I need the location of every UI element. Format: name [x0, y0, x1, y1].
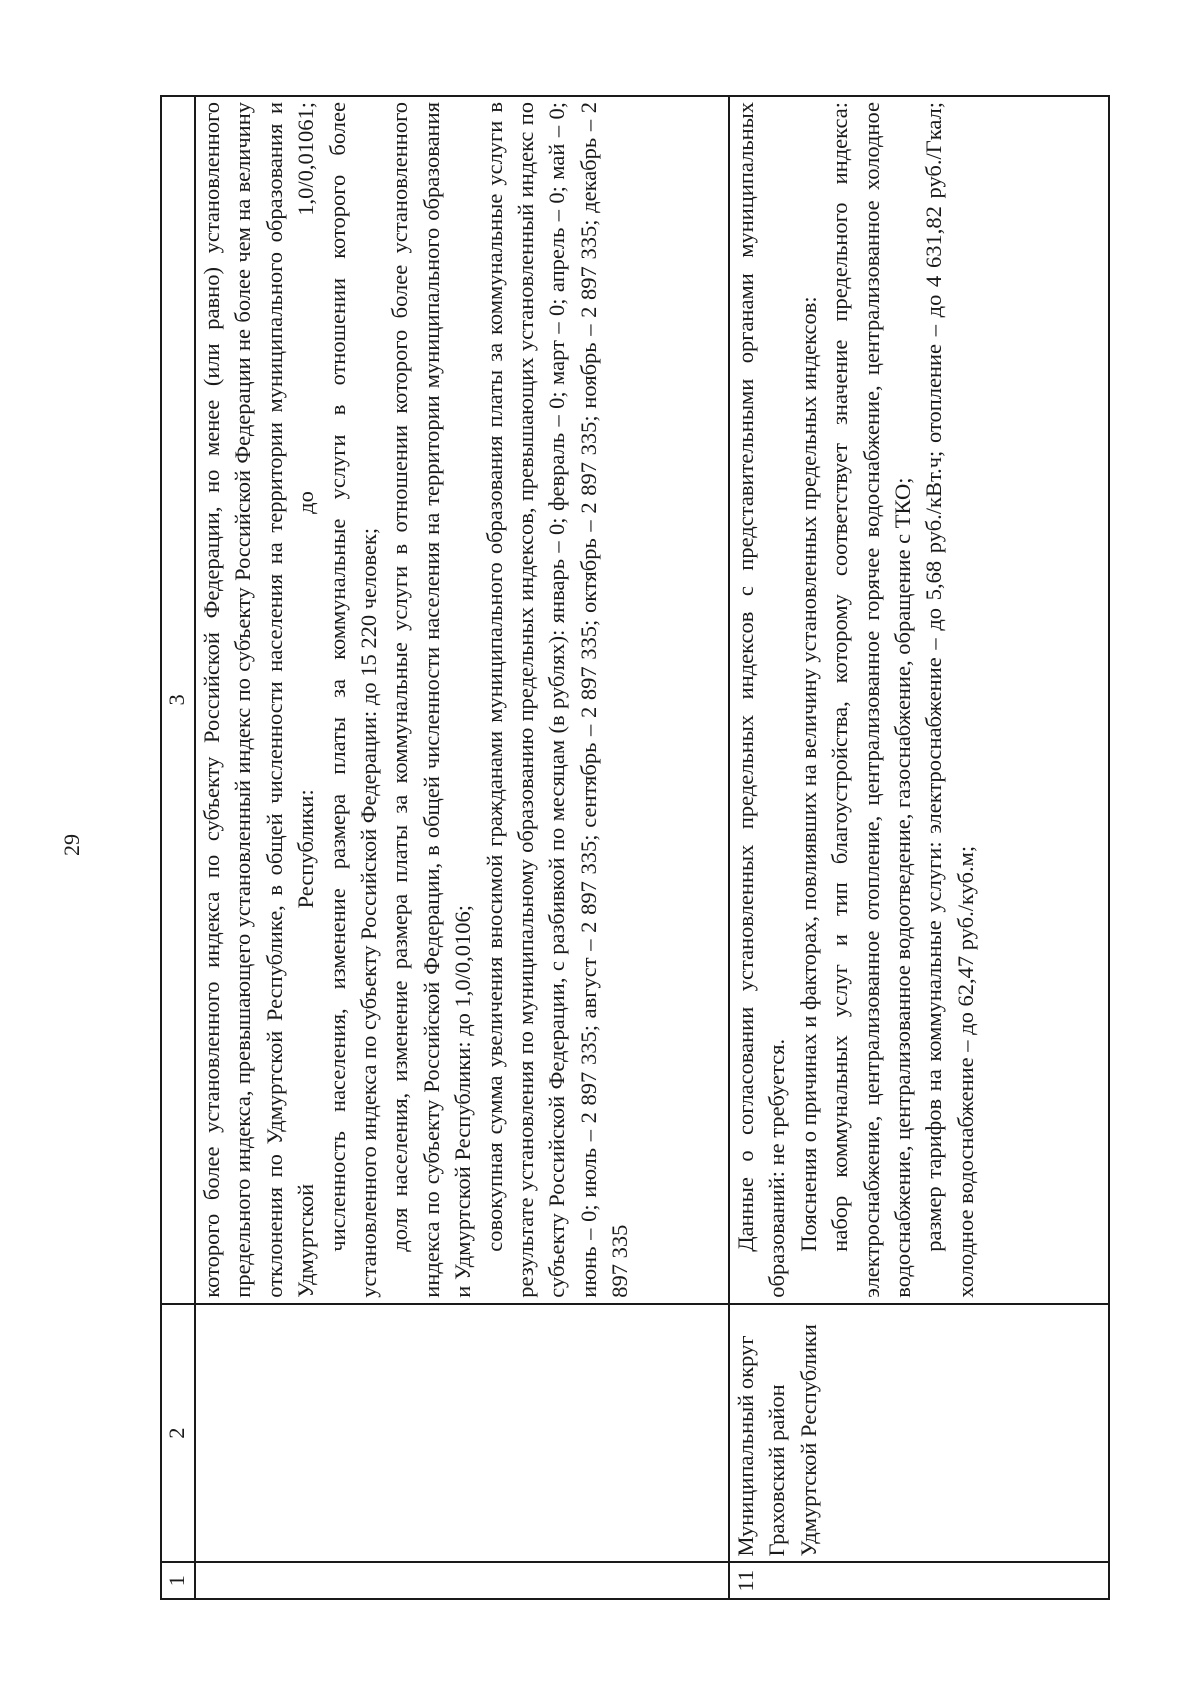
- row-number-cell: [195, 1562, 729, 1599]
- page-number: 29: [59, 834, 84, 856]
- municipality-cell: Муниципальный округ Граховский район Удмуртской Республики: [729, 1304, 1109, 1563]
- tariff-index-table: [160, 95, 1110, 1600]
- header-cell-1: 1: [161, 1562, 195, 1599]
- paragraph-service-set: набор коммунальных услуг и тип благоустройства, которому соответствует значение предельного индекса: электроснабжение, централизованное отопление, централизованное горячее водоснабжение, централизованное холодное водоснабжение, централизованное водоотведение, газоснабжение, обращение с ТКО;: [827, 102, 916, 1298]
- table-row-11: [729, 96, 1109, 1599]
- paragraph-population-count: численность населения, изменение размера платы за коммунальные услуги в отношении которого более установленного индекса по субъекту Российской Федерации: до 15 220 человек;: [324, 102, 382, 1298]
- table-header-row: [161, 96, 195, 1599]
- paragraph-tariffs: размер тарифов на коммунальные услуги: электроснабжение – до 5,68 руб./кВт.ч; отопление – до 4 631,82 руб./Гкал; холодное водоснабжение – до 62,47 руб./куб.м;: [921, 102, 978, 1298]
- paragraph-share-continued: которого более установленного индекса по субъекту Российской Федерации, но менее (или равно) установленного предельного индекса, превышающего установленный индекс по субъекту Российской Федерации не более чем на величину отклонения по Удмуртской Республике, в общей численности населения на территории муниципального образования и Удмуртской Республики: до 1,0/0,01061;: [199, 102, 319, 1298]
- description-cell: [195, 96, 729, 1304]
- rotated-page-content: [160, 95, 1110, 1600]
- header-cell-2: 2: [161, 1304, 195, 1563]
- paragraph-explanations: Пояснения о причинах и факторах, повлиявших на величину установленных предельных индексов:: [795, 296, 821, 1252]
- header-cell-3: 3: [161, 96, 195, 1304]
- municipality-cell: [195, 1304, 729, 1563]
- description-cell: [729, 96, 1109, 1304]
- paragraph-population-share: доля населения, изменение размера платы за коммунальные услуги в отношении которого более установленного индекса по субъекту Российской Федерации, в общей численности населения на территории муниципального образования и Удмуртской Республики: до 1,0/0,0106;: [387, 102, 476, 1298]
- table-row-continuation: [195, 96, 729, 1599]
- paragraph-monthly-sum: совокупная сумма увеличения вносимой гражданами муниципального образования платы за коммунальные услуги в результате установления по муниципальному образованию предельных индексов, превышающих установленный индекс по субъекту Российской Федерации, с разбивкой по месяцам (в рублях): январь – 0; февраль – 0; март – 0; апрель – 0; май – 0; июнь – 0; июль – 2 897 335; август – 2 897 335; сентябрь – 2 897 335; октябрь – 2 897 335; ноябрь – 2 897 335; декабрь – 2 897 335: [481, 102, 633, 1298]
- row-number-cell: 11: [729, 1562, 1109, 1599]
- paragraph-approval: Данные о согласовании установленных предельных индексов с представительными органами муниципальных образований: не требуется.: [733, 102, 790, 1298]
